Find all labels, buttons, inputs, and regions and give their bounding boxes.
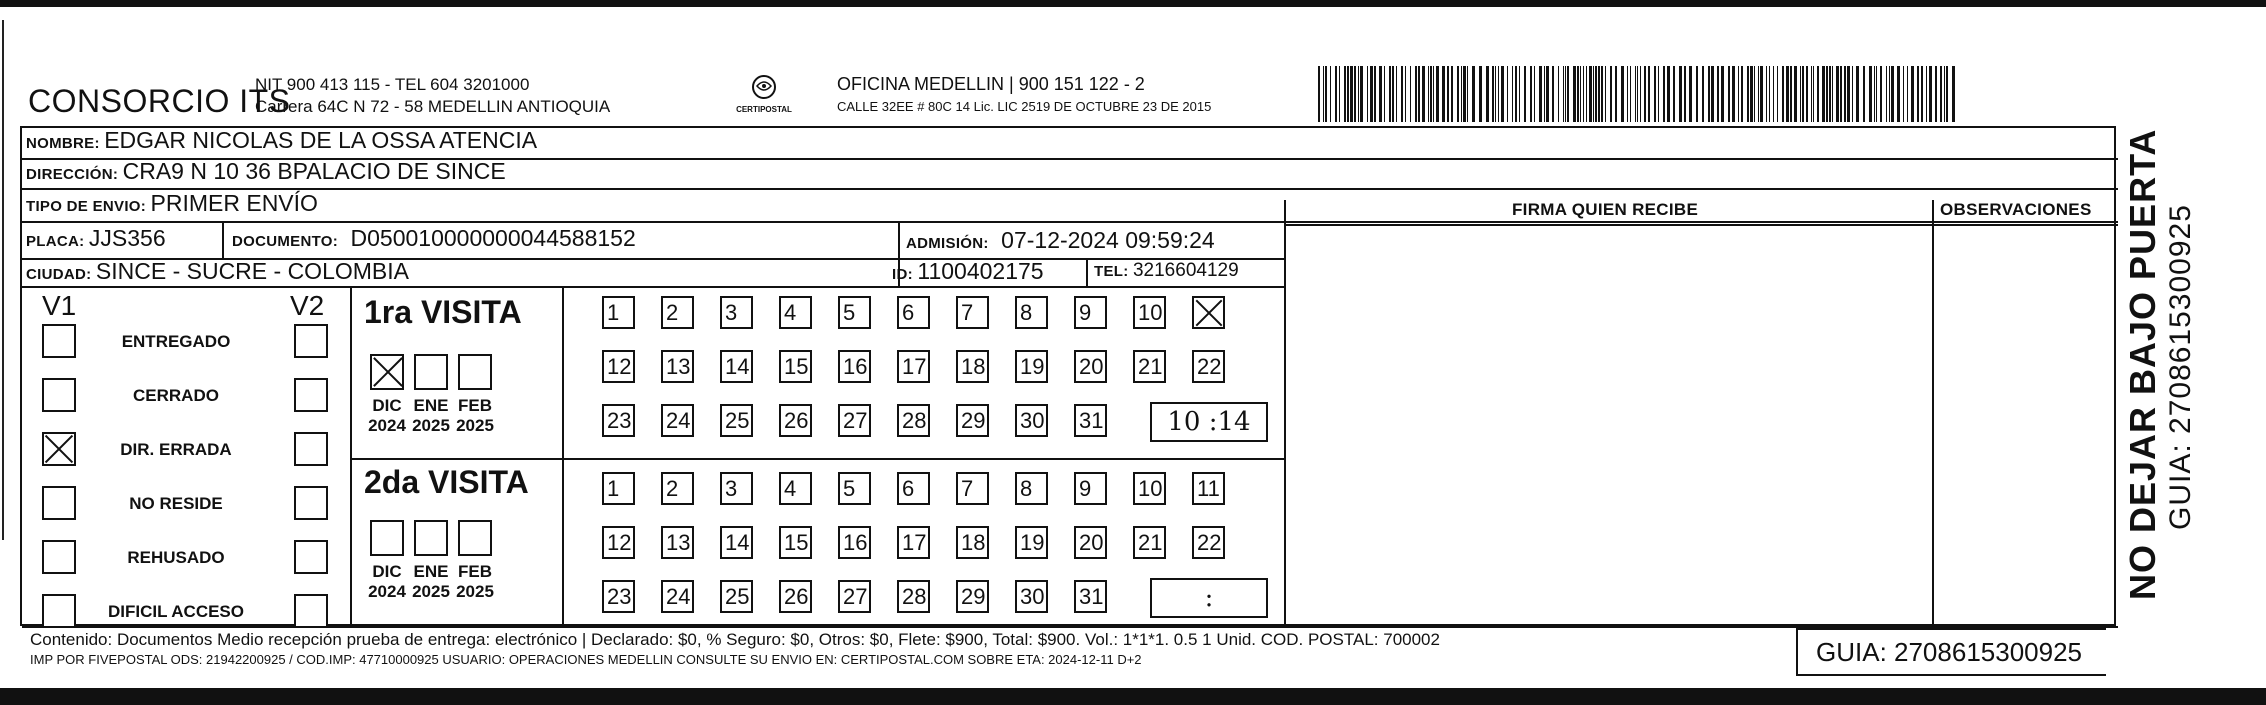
v1-checkbox[interactable] [42, 594, 76, 628]
barcode-bar [1658, 66, 1659, 122]
barcode-bar [1782, 66, 1784, 122]
barcode-bar [1433, 66, 1434, 122]
barcode-bar [1580, 66, 1581, 122]
barcode-bar [1750, 66, 1753, 122]
barcode-bar [1836, 66, 1839, 122]
visit1-day[interactable]: 2 [661, 296, 694, 329]
barcode-bar [1627, 66, 1628, 122]
visit2-day[interactable]: 2 [661, 472, 694, 505]
office-line: OFICINA MEDELLIN | 900 151 122 - 2 [837, 74, 1145, 94]
barcode-bar [1800, 66, 1801, 122]
status-option-label: DIFICIL ACCESO [107, 602, 244, 621]
visit1-month-label: FEB 2025 [456, 396, 494, 435]
barcode-bar [1360, 66, 1363, 122]
delivery-form [20, 126, 2116, 626]
barcode-bar [1786, 66, 1789, 122]
no-dejar-warning: NO DEJAR BAJO PUERTA [2122, 128, 2163, 600]
visit1-day[interactable]: 22 [1192, 350, 1225, 383]
visit2-day[interactable]: 12 [602, 526, 635, 559]
barcode-bar [1389, 66, 1391, 122]
tel-value: 3216604129 [1132, 260, 1239, 281]
visit1-day[interactable]: 26 [779, 404, 812, 437]
barcode-bar [1374, 66, 1376, 122]
barcode-bar [1684, 66, 1686, 122]
barcode-bar [1451, 66, 1453, 122]
barcode-bar [1897, 66, 1900, 122]
firma-header: FIRMA QUIEN RECIBE [1512, 200, 1699, 219]
visit1-day[interactable]: 10 [1133, 296, 1166, 329]
visit1-day[interactable]: 3 [720, 296, 753, 329]
visit2-day[interactable]: 24 [661, 580, 694, 613]
visit2-day[interactable]: 20 [1074, 526, 1107, 559]
visit2-month-checkbox[interactable] [414, 520, 448, 556]
barcode-bar [1358, 66, 1359, 122]
v1-checkbox[interactable] [42, 324, 76, 358]
barcode-bar [1637, 66, 1638, 122]
visit1-day[interactable]: 20 [1074, 350, 1107, 383]
side-guia: GUIA: 2708615300925 [2164, 204, 2197, 530]
visit1-day[interactable]: 18 [956, 350, 989, 383]
v2-checkbox[interactable] [294, 594, 328, 628]
barcode-bar [1758, 66, 1759, 122]
barcode-bar [1605, 66, 1606, 122]
barcode-bar [1418, 66, 1420, 122]
admision-row [906, 227, 1215, 254]
v1-header: V1 [42, 290, 77, 321]
barcode-bar [1903, 66, 1904, 122]
visit2-day[interactable]: 29 [956, 580, 989, 613]
id-label: ID: [892, 266, 913, 283]
barcode [1318, 66, 1958, 122]
direccion-row [26, 158, 506, 185]
barcode-bar [1813, 66, 1814, 122]
barcode-bar [1832, 66, 1833, 122]
visit1-month-label: DIC 2024 [368, 396, 406, 435]
ciudad-value: SINCE - SUCRE - COLOMBIA [95, 258, 409, 284]
visit1-day[interactable]: 13 [661, 350, 694, 383]
barcode-bar [1754, 66, 1755, 122]
barcode-bar [1472, 66, 1475, 122]
barcode-bar [1811, 66, 1812, 122]
barcode-bar [1486, 66, 1489, 122]
barcode-bar [1863, 66, 1865, 122]
visit2-hour-field[interactable]: : [1150, 578, 1268, 618]
v1-checkbox[interactable] [42, 432, 76, 466]
barcode-bar [1325, 66, 1327, 122]
footer-content: Contenido: Documentos Medio recepción prueba de entrega: electrónico | Declarado: $0, % Seguro: $0, Otros: $0, Flete: $900, Total: $900. Vol.: 1*1*1. 0.5 1 Unid. COD. POSTAL: 700002 [30, 630, 1440, 649]
barcode-bar [1777, 66, 1778, 122]
barcode-bar [1436, 66, 1439, 122]
barcode-bar [1410, 66, 1411, 122]
visit1-month-checkbox[interactable] [370, 354, 404, 390]
v2-checkbox[interactable] [294, 486, 328, 520]
visit2-day[interactable]: 14 [720, 526, 753, 559]
documento-row [232, 225, 636, 252]
bottom-edge [0, 688, 2266, 705]
barcode-bar [1428, 66, 1429, 122]
barcode-bar [1501, 66, 1504, 122]
barcode-bar [1869, 66, 1872, 122]
footer-guia: GUIA: 2708615300925 [1796, 628, 2106, 676]
visit1-day[interactable]: 28 [897, 404, 930, 437]
barcode-bar [1926, 66, 1927, 122]
barcode-bar [1773, 66, 1774, 122]
id-value: 1100402175 [917, 258, 1044, 284]
barcode-bar [1935, 66, 1937, 122]
visit1-month-checkbox[interactable] [458, 354, 492, 390]
visit2-month-checkbox[interactable] [458, 520, 492, 556]
ciudad-label: CIUDAD: [26, 266, 92, 283]
barcode-bar [1644, 66, 1646, 122]
v2-checkbox[interactable] [294, 432, 328, 466]
visit2-day[interactable]: 9 [1074, 472, 1107, 505]
barcode-bar [1463, 66, 1466, 122]
visit1-day[interactable]: 1 [602, 296, 635, 329]
v2-checkbox[interactable] [294, 378, 328, 412]
barcode-bar [1567, 66, 1569, 122]
company-name: CONSORCIO ITS [28, 83, 291, 119]
barcode-bar [1552, 66, 1554, 122]
visit1-day[interactable]: 5 [838, 296, 871, 329]
barcode-bar [1447, 66, 1449, 122]
barcode-bar [1396, 66, 1397, 122]
barcode-bar [1323, 66, 1324, 122]
barcode-bar [1401, 66, 1403, 122]
tipo-row [26, 190, 318, 217]
barcode-bar [1392, 66, 1394, 122]
barcode-bar [1673, 66, 1675, 122]
visit1-title: 1ra VISITA [364, 294, 522, 330]
barcode-bar [1558, 66, 1559, 122]
barcode-bar [1573, 66, 1576, 122]
visit2-day[interactable]: 8 [1015, 472, 1048, 505]
status-option-label: ENTREGADO [121, 332, 231, 351]
barcode-bar [1335, 66, 1337, 122]
direccion-value: CRA9 N 10 36 BPALACIO DE SINCE [122, 158, 506, 184]
company-nit: NIT 900 413 115 - TEL 604 3201000 [255, 75, 530, 94]
barcode-bar [1711, 66, 1714, 122]
visit1-day[interactable]: 29 [956, 404, 989, 437]
barcode-bar [1530, 66, 1532, 122]
visit2-month-checkbox[interactable] [370, 520, 404, 556]
barcode-bar [1330, 66, 1331, 122]
barcode-bar [1610, 66, 1612, 122]
barcode-bar [1702, 66, 1704, 122]
visit1-day[interactable]: 23 [602, 404, 635, 437]
barcode-bar [1911, 66, 1914, 122]
placa-value: JJS356 [88, 225, 166, 251]
barcode-bar [1589, 66, 1592, 122]
v1-checkbox[interactable] [42, 378, 76, 412]
barcode-bar [1689, 66, 1692, 122]
visit2-month-label: FEB 2025 [456, 562, 494, 601]
direccion-label: DIRECCIÓN: [26, 166, 119, 183]
v2-header: V2 [290, 290, 325, 321]
nombre-value: EDGAR NICOLAS DE LA OSSA ATENCIA [104, 127, 538, 153]
visit1-day[interactable]: 25 [720, 404, 753, 437]
barcode-bar [1640, 66, 1641, 122]
documento-value: D050010000000044588152 [350, 225, 636, 251]
left-edge [2, 20, 4, 540]
visit2-day[interactable]: 1 [602, 472, 635, 505]
placa-row [26, 225, 166, 252]
barcode-bar [1741, 66, 1743, 122]
visit2-day[interactable]: 13 [661, 526, 694, 559]
v2-checkbox[interactable] [294, 324, 328, 358]
barcode-bar [1886, 66, 1887, 122]
barcode-bar [1565, 66, 1566, 122]
barcode-bar [1457, 66, 1459, 122]
visit1-day[interactable]: 8 [1015, 296, 1048, 329]
v2-checkbox[interactable] [294, 540, 328, 574]
visit2-day[interactable]: 6 [897, 472, 930, 505]
barcode-bar [1856, 66, 1859, 122]
visit1-day[interactable]: 15 [779, 350, 812, 383]
barcode-bar [1891, 66, 1894, 122]
visit1-day[interactable]: 16 [838, 350, 871, 383]
barcode-bar [1621, 66, 1624, 122]
barcode-bar [1876, 66, 1877, 122]
visit2-day[interactable]: 21 [1133, 526, 1166, 559]
barcode-bar [1430, 66, 1432, 122]
placa-label: PLACA: [26, 233, 85, 250]
barcode-bar [1534, 66, 1535, 122]
office-address: CALLE 32EE # 80C 14 Lic. LIC 2519 DE OCTUBRE 23 DE 2015 [837, 99, 1212, 114]
barcode-bar [1546, 66, 1549, 122]
barcode-bar [1405, 66, 1406, 122]
barcode-bar [1648, 66, 1650, 122]
admision-value: 07-12-2024 09:59:24 [1001, 227, 1215, 253]
barcode-bar [1822, 66, 1825, 122]
tipo-value: PRIMER ENVÍO [150, 190, 318, 216]
barcode-bar [1544, 66, 1545, 122]
visit2-day[interactable]: 22 [1192, 526, 1225, 559]
visit2-day[interactable]: 16 [838, 526, 871, 559]
barcode-bar [1708, 66, 1710, 122]
visit1-month-checkbox[interactable] [414, 354, 448, 390]
barcode-bar [1717, 66, 1719, 122]
barcode-bar [1384, 66, 1385, 122]
barcode-bar [1921, 66, 1923, 122]
visit1-day[interactable]: 19 [1015, 350, 1048, 383]
visit1-day[interactable]: 17 [897, 350, 930, 383]
barcode-bar [1721, 66, 1724, 122]
visit1-day[interactable]: 31 [1074, 404, 1107, 437]
barcode-bar [1593, 66, 1594, 122]
barcode-bar [1840, 66, 1842, 122]
visit1-day[interactable]: 30 [1015, 404, 1048, 437]
barcode-bar [1790, 66, 1792, 122]
status-option-label: CERRADO [133, 386, 219, 405]
barcode-bar [1422, 66, 1425, 122]
barcode-bar [1630, 66, 1631, 122]
certipostal-logo [733, 74, 795, 122]
barcode-bar [1728, 66, 1730, 122]
visit2-day[interactable]: 18 [956, 526, 989, 559]
visit1-day[interactable]: 24 [661, 404, 694, 437]
barcode-bar [1563, 66, 1564, 122]
visit2-title: 2da VISITA [364, 464, 529, 500]
visit2-day[interactable]: 15 [779, 526, 812, 559]
visit2-day[interactable]: 31 [1074, 580, 1107, 613]
barcode-bar [1679, 66, 1682, 122]
barcode-bar [1889, 66, 1890, 122]
barcode-bar [1595, 66, 1597, 122]
barcode-bar [1769, 66, 1770, 122]
barcode-bar [1732, 66, 1735, 122]
barcode-bar [1880, 66, 1882, 122]
admision-label: ADMISIÓN: [906, 235, 989, 252]
status-option-label: NO RESIDE [129, 494, 223, 513]
ciudad-row [26, 258, 409, 285]
visit2-day[interactable]: 17 [897, 526, 930, 559]
status-option-label: DIR. ERRADA [120, 440, 232, 459]
visit2-day[interactable]: 5 [838, 472, 871, 505]
visit2-day[interactable]: 7 [956, 472, 989, 505]
barcode-bar [1738, 66, 1739, 122]
visit2-day[interactable]: 11 [1192, 472, 1225, 505]
barcode-bar [1847, 66, 1850, 122]
barcode-bar [1515, 66, 1517, 122]
barcode-bar [1524, 66, 1526, 122]
company-address: Carrera 64C N 72 - 58 MEDELLIN ANTIOQUIA [255, 97, 611, 116]
barcode-bar [1696, 66, 1698, 122]
visit2-day[interactable]: 10 [1133, 472, 1166, 505]
barcode-bar [1495, 66, 1496, 122]
barcode-bar [1817, 66, 1819, 122]
barcode-bar [1940, 66, 1942, 122]
visit2-day[interactable]: 26 [779, 580, 812, 613]
nombre-row [26, 127, 537, 154]
barcode-bar [1946, 66, 1948, 122]
barcode-bar [1577, 66, 1579, 122]
v1-checkbox[interactable] [42, 540, 76, 574]
visit1-day[interactable]: 27 [838, 404, 871, 437]
barcode-bar [1318, 66, 1320, 122]
barcode-bar [1498, 66, 1499, 122]
barcode-bar [1663, 66, 1665, 122]
visit1-day[interactable]: 4 [779, 296, 812, 329]
visit2-day[interactable]: 28 [897, 580, 930, 613]
barcode-bar [1826, 66, 1828, 122]
id-row [892, 258, 1044, 285]
barcode-bar [1598, 66, 1600, 122]
barcode-bar [1917, 66, 1919, 122]
v1-checkbox[interactable] [42, 486, 76, 520]
barcode-bar [1944, 66, 1945, 122]
visit2-day[interactable]: 4 [779, 472, 812, 505]
barcode-bar [1952, 66, 1955, 122]
tel-label: TEL: [1094, 263, 1129, 280]
visit2-day[interactable]: 19 [1015, 526, 1048, 559]
barcode-bar [1806, 66, 1808, 122]
barcode-bar [1339, 66, 1340, 122]
barcode-bar [1344, 66, 1346, 122]
visit2-month-label: DIC 2024 [368, 562, 406, 601]
barcode-bar [1347, 66, 1349, 122]
barcode-bar [1802, 66, 1804, 122]
barcode-bar [1874, 66, 1875, 122]
visit2-day[interactable]: 27 [838, 580, 871, 613]
tel-row [1094, 260, 1239, 282]
barcode-bar [1766, 66, 1767, 122]
barcode-bar [1829, 66, 1831, 122]
visit2-day[interactable]: 30 [1015, 580, 1048, 613]
barcode-bar [1747, 66, 1749, 122]
status-option-label: REHUSADO [127, 548, 225, 567]
barcode-bar [1519, 66, 1520, 122]
barcode-bar [1615, 66, 1617, 122]
barcode-bar [1583, 66, 1584, 122]
barcode-bar [1492, 66, 1494, 122]
barcode-bar [1467, 66, 1468, 122]
barcode-bar [1379, 66, 1382, 122]
barcode-bar [1760, 66, 1763, 122]
visit2-day[interactable]: 3 [720, 472, 753, 505]
visit1-day[interactable]: 12 [602, 350, 635, 383]
barcode-bar [1601, 66, 1603, 122]
barcode-bar [1461, 66, 1462, 122]
barcode-bar [1844, 66, 1846, 122]
documento-label: DOCUMENTO: [232, 233, 339, 250]
barcode-bar [1794, 66, 1797, 122]
barcode-bar [1507, 66, 1508, 122]
top-edge [0, 0, 2266, 7]
barcode-bar [1852, 66, 1853, 122]
barcode-bar [1539, 66, 1542, 122]
visit2-day[interactable]: 25 [720, 580, 753, 613]
visit1-month-label: ENE 2025 [412, 396, 450, 435]
footer-imp: IMP POR FIVEPOSTAL ODS: 21942200925 / COD.IMP: 47710000925 USUARIO: OPERACIONES MEDELLIN CONSULTE SU ENVIO EN: CERTIPOSTAL.COM SOBRE ETA: 2024-12-11 D+2 [30, 652, 1142, 667]
visit1-hour-field[interactable]: 10 :14 [1150, 402, 1268, 442]
barcode-bar [1350, 66, 1353, 122]
logo-text: CERTIPOSTAL [736, 105, 792, 114]
visit1-day[interactable]: 14 [720, 350, 753, 383]
barcode-bar [1479, 66, 1482, 122]
barcode-bar [1635, 66, 1636, 122]
barcode-bar [1354, 66, 1356, 122]
nombre-label: NOMBRE: [26, 135, 100, 152]
barcode-bar [1586, 66, 1587, 122]
barcode-bar [1512, 66, 1513, 122]
barcode-bar [1667, 66, 1670, 122]
barcode-bar [1415, 66, 1417, 122]
barcode-bar [1367, 66, 1368, 122]
visit1-day[interactable]: 9 [1074, 296, 1107, 329]
barcode-bar [1442, 66, 1445, 122]
tipo-label: TIPO DE ENVIO: [26, 198, 147, 215]
observaciones-header: OBSERVACIONES [1940, 200, 2092, 219]
visit2-month-label: ENE 2025 [412, 562, 450, 601]
visit1-day[interactable] [1192, 296, 1225, 329]
barcode-bar [1929, 66, 1932, 122]
barcode-bar [1907, 66, 1908, 122]
visit1-day[interactable]: 21 [1133, 350, 1166, 383]
visit1-day[interactable]: 7 [956, 296, 989, 329]
visit1-day[interactable]: 6 [897, 296, 930, 329]
barcode-bar [1370, 66, 1373, 122]
barcode-bar [1654, 66, 1656, 122]
visit2-day[interactable]: 23 [602, 580, 635, 613]
